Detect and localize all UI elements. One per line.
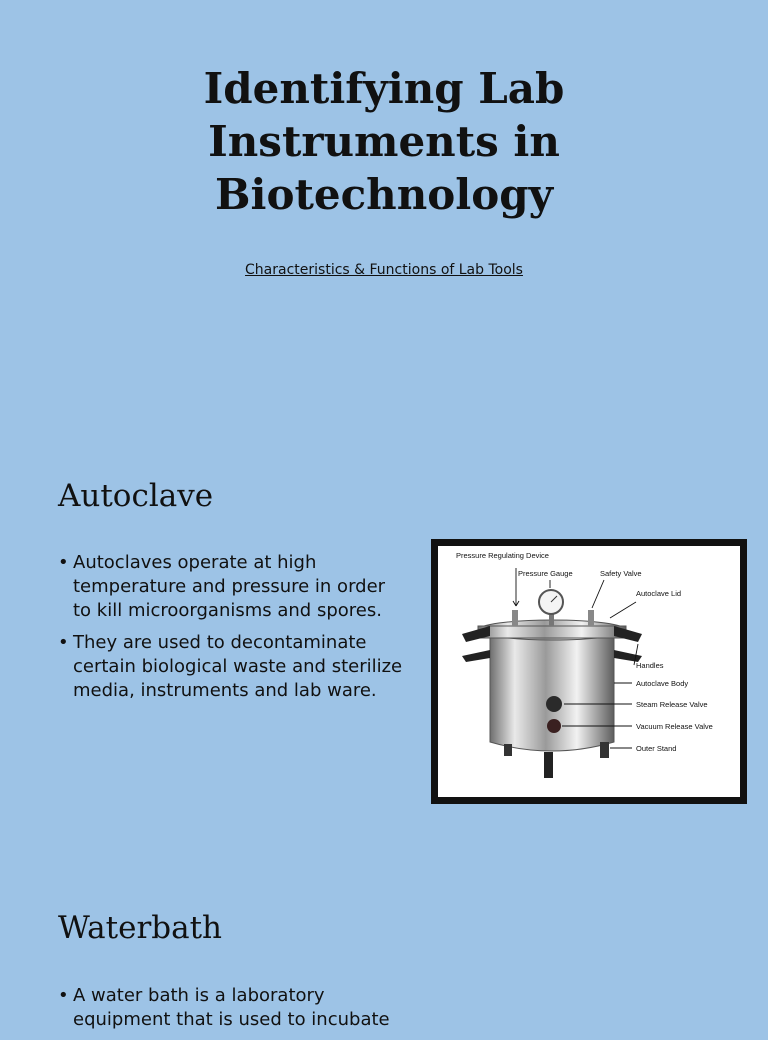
autoclave-bullet-1: • Autoclaves operate at high temperature and pressure in order to kill microorganisms and spores.: [58, 551, 403, 623]
autoclave-diagram-canvas: [438, 546, 740, 797]
waterbath-heading: Waterbath: [58, 910, 223, 946]
title-slide: [0, 0, 768, 420]
label-steam-release-valve: Steam Release Valve: [636, 700, 708, 709]
title-line-2: Instruments in: [208, 117, 560, 166]
steam-release-valve-shape: [546, 696, 562, 712]
outer-stand-leg: [544, 752, 553, 778]
left-handle-bottom: [462, 650, 490, 662]
pressure-regulator-shape: [512, 610, 518, 626]
slide-title: [0, 62, 768, 221]
autoclave-heading: Autoclave: [58, 478, 214, 514]
autoclave-illustration: [438, 546, 740, 797]
autoclave-bullet-list: [58, 551, 403, 711]
label-autoclave-lid: Autoclave Lid: [636, 589, 682, 598]
label-safety-valve: Safety Valve: [600, 569, 642, 578]
label-handles: Handles: [636, 661, 664, 670]
lid-rim-shape: [478, 626, 626, 638]
right-handle-top: [614, 626, 642, 642]
waterbath-bullet-1: • A water bath is a laboratory equipment that is used to incubate: [58, 984, 403, 1032]
label-autoclave-body: Autoclave Body: [636, 679, 689, 688]
title-line-1: Identifying Lab: [203, 64, 565, 113]
title-line-3: Biotechnology: [215, 170, 553, 219]
label-pressure-regulating-device: Pressure Regulating Device: [456, 551, 549, 560]
slide-subtitle[interactable]: Characteristics & Functions of Lab Tools: [245, 262, 523, 278]
autoclave-body-shape: [490, 638, 614, 751]
label-vacuum-release-valve: Vacuum Release Valve: [636, 722, 713, 731]
safety-valve-shape: [588, 610, 594, 626]
label-pressure-gauge: Pressure Gauge: [518, 569, 573, 578]
autoclave-bullet-2: • They are used to decontaminate certain biological waste and sterilize media, instruments and lab ware.: [58, 631, 403, 703]
autoclave-diagram: [431, 539, 747, 804]
waterbath-bullet-list: [58, 984, 403, 1040]
label-outer-stand: Outer Stand: [636, 744, 677, 753]
vacuum-release-valve-shape: [547, 719, 561, 733]
left-handle-top: [462, 626, 490, 642]
